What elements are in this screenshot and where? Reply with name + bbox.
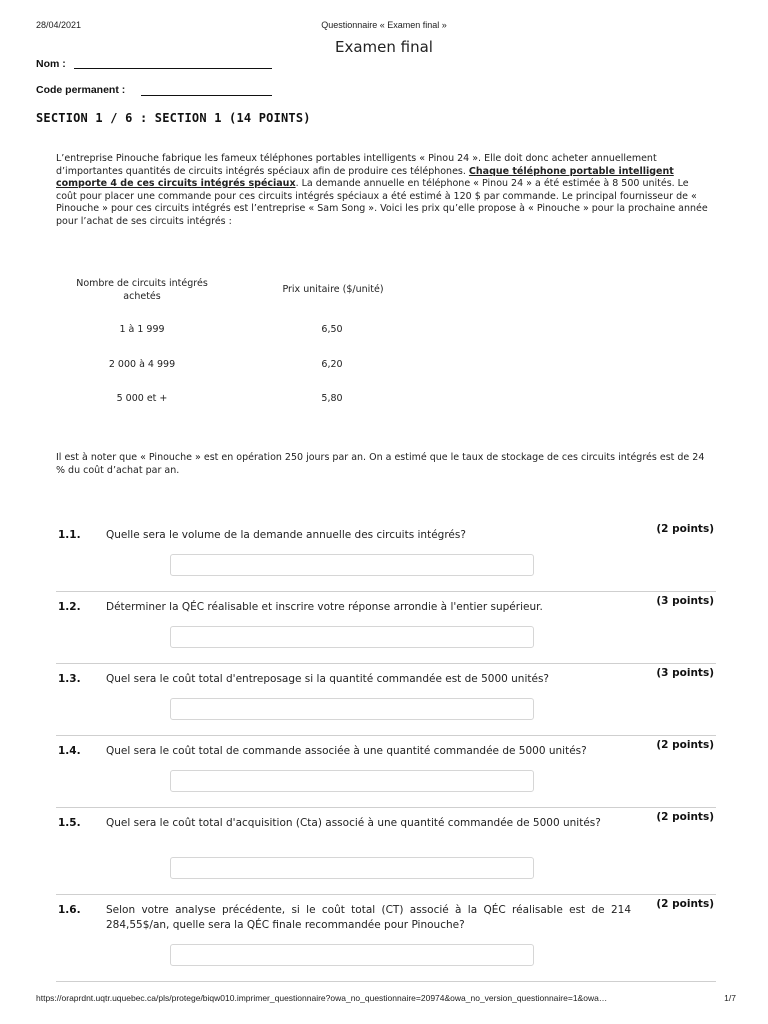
- question-points: (3 points): [656, 667, 714, 679]
- page-number: 1/7: [724, 993, 736, 1003]
- question-divider: [56, 663, 716, 664]
- section-title: SECTION 1 / 6 : SECTION 1 (14 POINTS): [36, 111, 311, 125]
- answer-input-1-6[interactable]: [170, 944, 534, 966]
- question-points: (2 points): [656, 898, 714, 910]
- table-cell-price: 6,20: [321, 359, 343, 370]
- footer-url: https://oraprdnt.uqtr.uquebec.ca/pls/protege/biqw010.imprimer_questionnaire?owa_no_questionnaire=20974&owa_no_version_questionnaire=1&owa…: [36, 993, 608, 1003]
- code-label: Code permanent :: [36, 84, 126, 96]
- answer-input-1-2[interactable]: [170, 626, 534, 648]
- answer-input-1-4[interactable]: [170, 770, 534, 792]
- question-text: Selon votre analyse précédente, si le coût total (CT) associé à la QÉC réalisable est de 214 284,55$/an, quelle sera la QÉC finale recommandée pour Pinouche?: [106, 904, 631, 931]
- intro-text-1: L’entreprise Pinouche fabrique les fameux téléphones portables intelligents « Pinou 24 ». Elle doit donc acheter annuellement d’importantes quantités de circuits intégrés spéciaux afin de produire ces téléphones.: [56, 153, 657, 177]
- answer-input-1-1[interactable]: [170, 554, 534, 576]
- question-divider: [56, 735, 716, 736]
- question-points: (2 points): [656, 739, 714, 751]
- question-number: 1.5.: [58, 817, 81, 829]
- intro-text-2: . La demande annuelle en téléphone « Pinou 24 » a été estimée à 8 500 unités. Le coût pour placer une commande pour ces circuits intégrés spéciaux a été estimé à 120 $ par commande. Le principal fournisseur de « Pinouche » pour ces circuits intégrés est l’entreprise « Sam Song ». Voici les prix qu’elle propose à « Pinouche » pour la prochaine année pour l’achat de ses circuits intégrés :: [56, 178, 708, 227]
- table-cell-qty: 5 000 et +: [116, 393, 168, 404]
- question-divider: [56, 894, 716, 895]
- question-number: 1.6.: [58, 904, 81, 916]
- table-header-price: Prix unitaire ($/unité): [282, 284, 384, 295]
- answer-input-1-3[interactable]: [170, 698, 534, 720]
- question-text: Quel sera le coût total d'entreposage si la quantité commandée est de 5000 unités?: [106, 673, 549, 685]
- table-cell-qty: 2 000 à 4 999: [108, 359, 176, 370]
- note-paragraph: Il est à noter que « Pinouche » est en opération 250 jours par an. On a estimé que le taux de stockage de ces circuits intégrés est de 24 % du coût d’achat par an.: [56, 452, 705, 476]
- question-text: Quel sera le coût total de commande associée à une quantité commandée de 5000 unités?: [106, 745, 587, 757]
- question-points: (2 points): [656, 523, 714, 535]
- intro-emphasis: Chaque téléphone portable intelligent comporte 4 de ces circuits intégrés spéciaux: [56, 165, 674, 189]
- question-text: Quelle sera le volume de la demande annuelle des circuits intégrés?: [106, 529, 466, 541]
- question-number: 1.1.: [58, 529, 81, 541]
- print-date: 28/04/2021: [36, 20, 82, 30]
- question-text: Déterminer la QÉC réalisable et inscrire votre réponse arrondie à l'entier supérieur.: [106, 601, 543, 613]
- question-number: 1.4.: [58, 745, 81, 757]
- question-number: 1.2.: [58, 601, 81, 613]
- table-header-quantity: Nombre de circuits intégrés achetés: [76, 278, 208, 302]
- question-text: Quel sera le coût total d'acquisition (Cta) associé à une quantité commandée de 5000 unités?: [106, 817, 601, 829]
- question-divider: [56, 807, 716, 808]
- question-divider: [56, 591, 716, 592]
- nom-label: Nom :: [36, 58, 66, 70]
- nom-line: [74, 57, 272, 69]
- question-number: 1.3.: [58, 673, 81, 685]
- page-title: Examen final: [335, 38, 433, 56]
- question-points: (3 points): [656, 595, 714, 607]
- table-cell-price: 6,50: [321, 324, 343, 335]
- answer-input-1-5[interactable]: [170, 857, 534, 879]
- table-cell-qty: 1 à 1 999: [119, 324, 165, 335]
- intro-paragraph: [56, 153, 712, 228]
- print-title: Questionnaire « Examen final »: [321, 20, 447, 30]
- code-line: [141, 84, 272, 96]
- question-divider: [56, 981, 716, 982]
- table-cell-price: 5,80: [321, 393, 343, 404]
- question-points: (2 points): [656, 811, 714, 823]
